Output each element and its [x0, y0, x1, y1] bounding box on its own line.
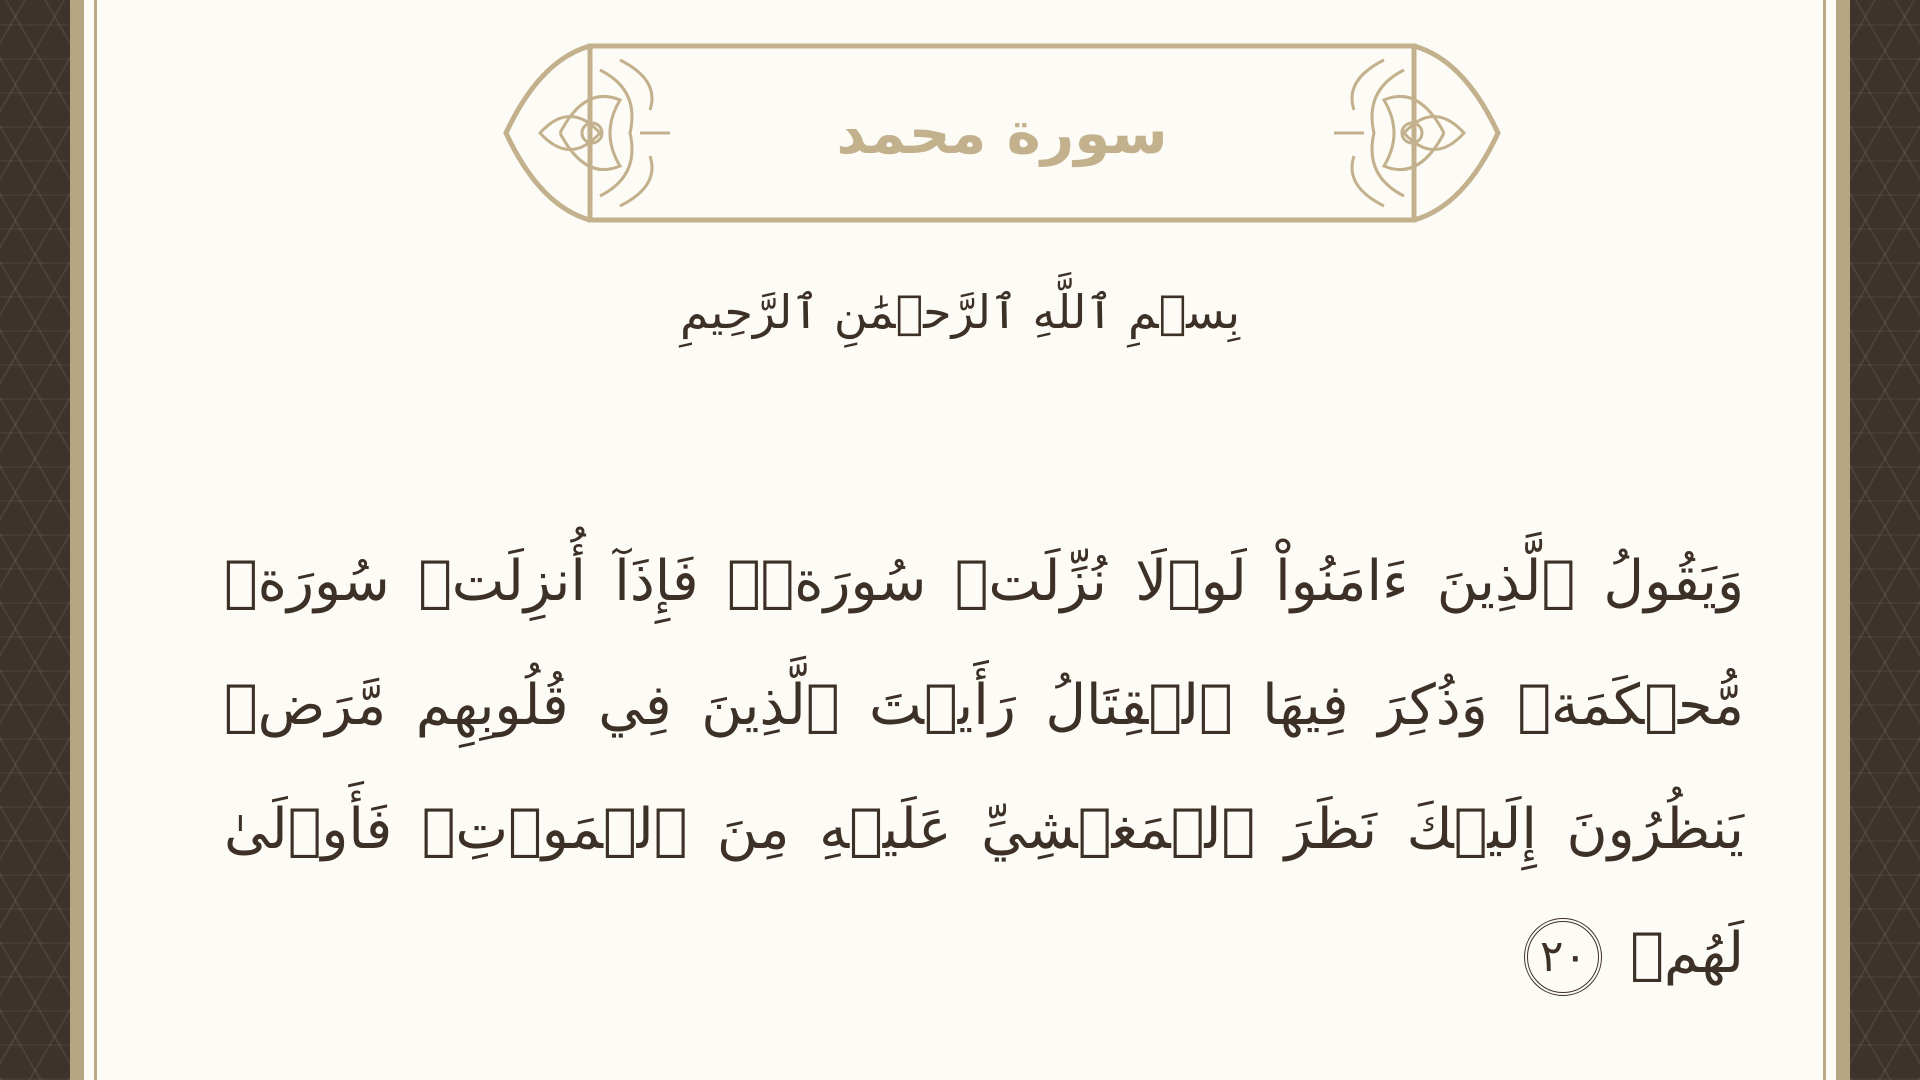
left-ornamental-border [0, 0, 70, 1080]
page-inner-line-right [1823, 0, 1826, 1080]
surah-title: سورة محمد [836, 99, 1168, 167]
right-gold-bar [1836, 0, 1850, 1080]
left-gold-bar [70, 0, 84, 1080]
mushaf-page [84, 0, 1836, 1080]
verse-text: وَيَقُولُ ٱلَّذِينَ ءَامَنُواْ لَوۡلَا نُزِّلَتۡ سُورَةٞۖ فَإِذَآ أُنزِلَتۡ سُورَةٞ مُّحۡكَمَةٞ وَذُكِرَ فِيهَا ٱلۡقِتَالُ رَأَيۡتَ ٱلَّذِينَ فِي قُلُوبِهِم مَّرَضٞ يَنظُرُونَ إِلَيۡكَ نَظَرَ ٱلۡمَغۡشِيِّ عَلَيۡهِ مِنَ ٱلۡمَوۡتِۖ فَأَوۡلَىٰ لَهُمۡ [224, 549, 1744, 986]
basmala: بِسۡمِ ٱللَّهِ ٱلرَّحۡمَٰنِ ٱلرَّحِيمِ [679, 285, 1241, 339]
page-inner-line-left [94, 0, 97, 1080]
verse-text-block [224, 520, 1744, 1016]
surah-title-frame [500, 40, 1504, 226]
ayah-number-marker: ٢٠ [1524, 918, 1602, 996]
right-ornamental-border [1850, 0, 1920, 1080]
